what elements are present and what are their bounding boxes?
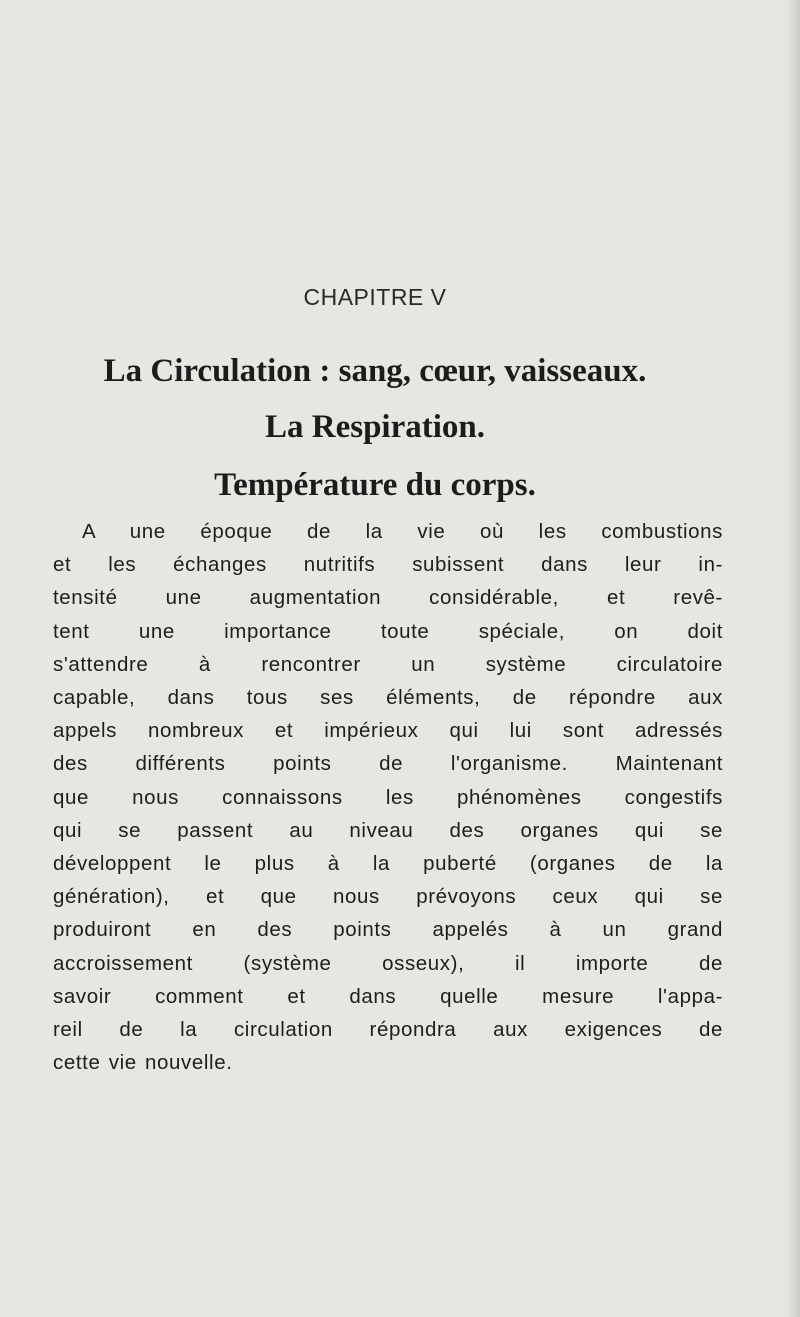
paragraph-line: et les échanges nutritifs subissent dans leur in- — [53, 553, 723, 577]
paragraph-line: développent le plus à la puberté (organes de la — [53, 852, 723, 876]
paragraph-line: accroissement (système osseux), il importe de — [53, 951, 723, 975]
chapter-heading: CHAPITRE V — [303, 284, 447, 310]
paragraph-line: produiront en des points appelés à un grand — [53, 918, 723, 942]
paragraph-line: cette vie nouvelle. — [53, 1051, 233, 1075]
paragraph-line: reil de la circulation répondra aux exigences de — [53, 1018, 723, 1042]
paragraph-line: génération), et que nous prévoyons ceux qui se — [53, 885, 723, 909]
paragraph-line: A une époque de la vie où les combustions — [82, 520, 723, 543]
paragraph-line: des différents points de l'organisme. Maintenant — [53, 752, 723, 776]
paragraph-line: tent une importance toute spéciale, on doit — [53, 619, 723, 643]
section-title-line-3: Température du corps. — [214, 467, 536, 503]
paragraph-line: s'attendre à rencontrer un système circulatoire — [53, 652, 723, 676]
paragraph-line: capable, dans tous ses éléments, de répondre aux — [53, 686, 723, 710]
paragraph-line: que nous connaissons les phénomènes congestifs — [53, 785, 723, 809]
paragraph-line: savoir comment et dans quelle mesure l'appa- — [53, 984, 723, 1008]
paragraph-line: qui se passent au niveau des organes qui se — [53, 818, 723, 842]
paragraph-line: tensité une augmentation considérable, et revê- — [53, 586, 723, 610]
paragraph-line: appels nombreux et impérieux qui lui sont adressés — [53, 719, 723, 743]
section-title-line-1: La Circulation : sang, cœur, vaisseaux. — [103, 353, 647, 389]
section-title-line-2: La Respiration. — [264, 409, 485, 445]
body-paragraph — [53, 515, 723, 1079]
